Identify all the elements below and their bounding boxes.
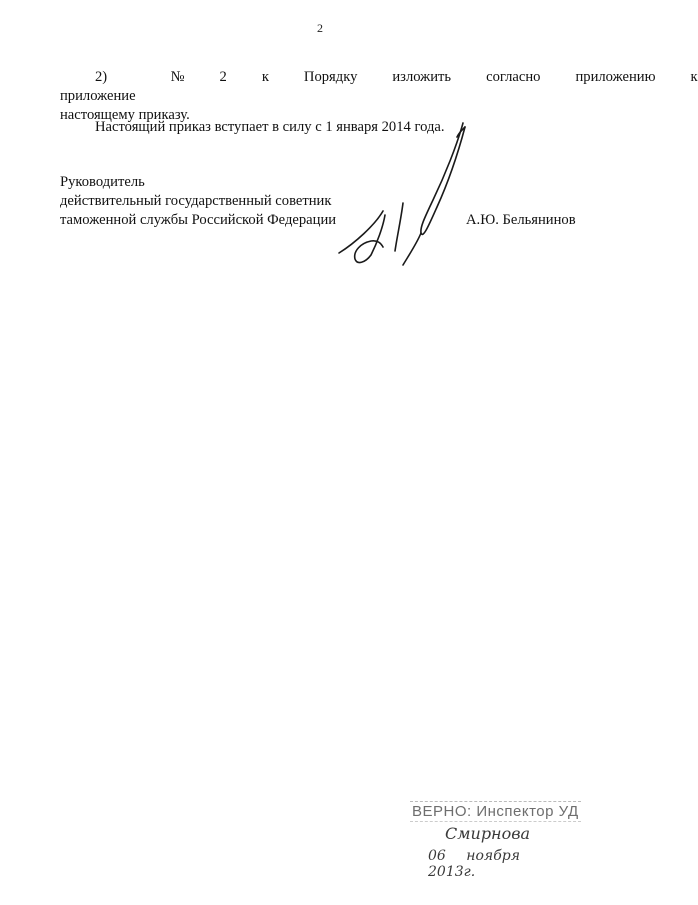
word: изложить <box>392 69 452 85</box>
paragraph-effective-date: Настоящий приказ вступает в силу с 1 января 2014 года. <box>95 119 445 135</box>
stamp-year: 2013г. <box>428 864 476 880</box>
verification-stamp <box>400 792 600 880</box>
word: 2) приложение <box>60 69 136 104</box>
paragraph-line-2: настоящему приказу. <box>60 107 190 123</box>
word: к <box>690 69 698 85</box>
stamp-day: 06 <box>428 848 446 864</box>
stamp-date <box>428 848 600 880</box>
page-number: 2 <box>317 21 323 35</box>
word: к <box>261 69 269 85</box>
word: № <box>170 69 185 85</box>
word: приложению <box>575 69 656 85</box>
signer-title-line-1: Руководитель <box>60 174 145 190</box>
signature-block <box>60 173 336 230</box>
paragraph-line-1 <box>60 68 698 106</box>
signer-name: А.Ю. Бельянинов <box>466 212 576 228</box>
handwritten-signature <box>325 115 485 270</box>
signer-title-line-3: таможенной службы Российской Федерации <box>60 212 337 228</box>
stamp-verified-text: ВЕРНО: Инспектор УД <box>412 803 579 820</box>
word: 2 <box>219 69 227 85</box>
word: согласно <box>486 69 541 85</box>
signer-title-line-2: действительный государственный советник <box>60 193 332 209</box>
stamp-month: ноября <box>466 848 520 864</box>
word: Порядку <box>303 69 358 85</box>
paragraph-appendix <box>60 68 698 125</box>
stamp-handwritten-name: Смирнова <box>445 824 531 843</box>
